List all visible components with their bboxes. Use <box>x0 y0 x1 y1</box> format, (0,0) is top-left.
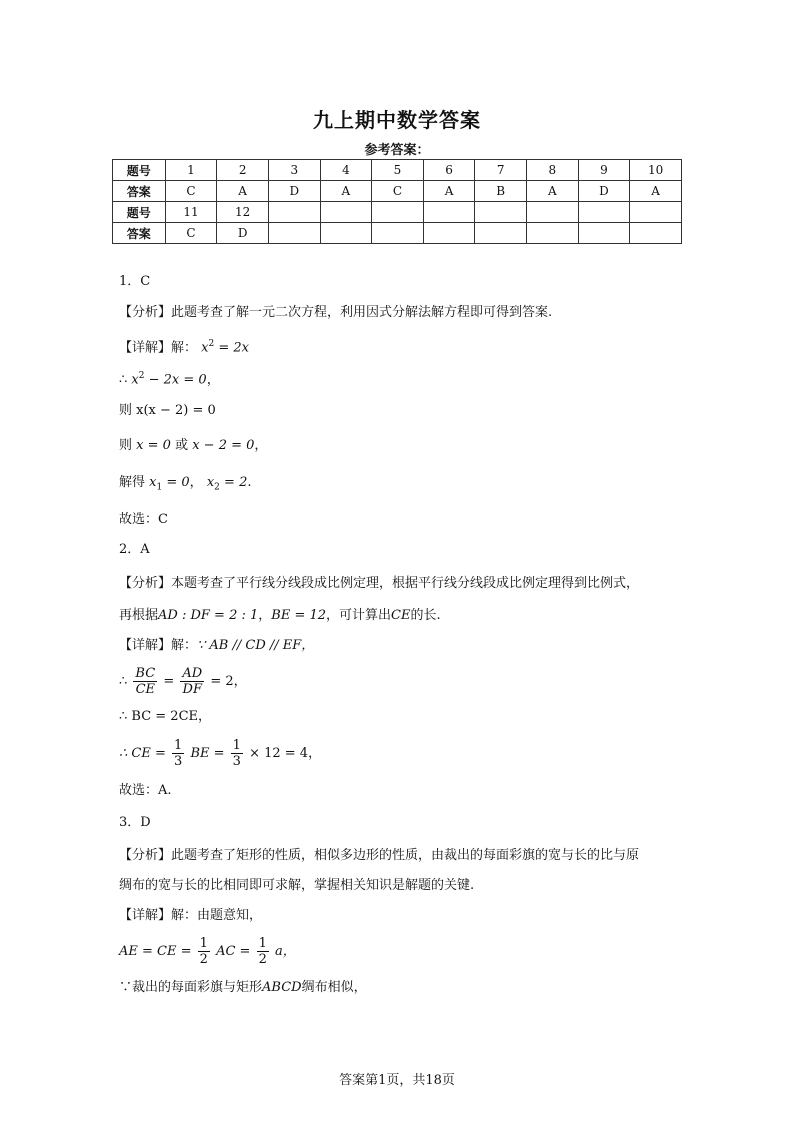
numerator: 1 <box>258 936 267 951</box>
table-cell <box>320 202 372 223</box>
table-cell: A <box>320 181 372 202</box>
math-rest: × 12 = 4， <box>249 746 322 761</box>
question-2-step-3 <box>119 738 321 769</box>
table-cell <box>423 202 475 223</box>
table-cell <box>372 223 424 244</box>
question-3-heading: 3．D <box>119 815 151 830</box>
table-cell: 7 <box>475 160 527 181</box>
table-cell: 10 <box>630 160 682 181</box>
question-1-analysis: 【分析】此题考查了解一元二次方程，利用因式分解法解方程即可得到答案. <box>119 305 553 320</box>
table-cell: 12 <box>217 202 269 223</box>
detail-label: 【详解】解： <box>119 638 198 653</box>
table-header-cell: 题号 <box>113 202 166 223</box>
table-cell: A <box>423 181 475 202</box>
question-3-step-1 <box>119 936 296 967</box>
table-cell: A <box>527 181 579 202</box>
table-cell <box>630 223 682 244</box>
or-word: 或 <box>175 438 189 453</box>
denominator: 3 <box>232 754 241 769</box>
table-cell: 4 <box>320 160 372 181</box>
math-rest: = 2， <box>210 674 247 689</box>
table-cell: 8 <box>527 160 579 181</box>
question-1-heading: 1．C <box>119 274 151 289</box>
table-cell <box>578 223 630 244</box>
math-ratio: AD : DF = 2 : 1 <box>158 608 259 623</box>
table-cell: C <box>165 181 217 202</box>
exponent: 2 <box>208 339 215 349</box>
table-header-cell: 答案 <box>113 181 166 202</box>
fraction <box>133 666 157 697</box>
math-x: x <box>131 372 139 388</box>
denominator: 3 <box>174 754 183 769</box>
math-mid: BE = <box>190 746 225 761</box>
table-cell <box>320 223 372 244</box>
question-2-detail <box>119 636 314 656</box>
text: 的长. <box>410 608 441 623</box>
exponent: 2 <box>138 371 145 381</box>
text: 再根据 <box>119 608 159 623</box>
denominator: DF <box>182 682 202 697</box>
table-row <box>113 223 682 244</box>
question-2-heading: 2．A <box>119 542 150 557</box>
question-2-step-1 <box>119 666 247 697</box>
table-cell <box>630 202 682 223</box>
page-footer: 答案第1页，共18页 <box>339 1073 455 1088</box>
question-1-step-2: 则 x(x − 2) = 0 <box>119 403 216 418</box>
table-cell: B <box>475 181 527 202</box>
equation-x: x <box>201 340 209 356</box>
table-cell: 2 <box>217 160 269 181</box>
table-cell: C <box>372 181 424 202</box>
table-cell <box>475 202 527 223</box>
math-lhs: ∴ CE = <box>119 746 166 761</box>
math-rest: a， <box>275 944 296 959</box>
table-cell: A <box>217 181 269 202</box>
punctuation: ， <box>206 372 220 388</box>
table-cell <box>527 223 579 244</box>
table-cell <box>578 202 630 223</box>
table-header-cell: 题号 <box>113 160 166 181</box>
punctuation: . <box>247 475 252 490</box>
question-3-detail: 【详解】解：由题意知， <box>119 908 263 923</box>
denominator: 2 <box>258 952 267 967</box>
math-value: = 0 <box>162 475 190 490</box>
punctuation: ， <box>189 475 203 490</box>
question-2-analysis-2 <box>119 606 441 626</box>
question-2-analysis-1: 【分析】本题考查了平行线分线段成比例定理，根据平行线分线段成比例定理得到比例式， <box>119 576 640 591</box>
table-cell: 9 <box>578 160 630 181</box>
subscript: 1 <box>156 482 163 493</box>
math-value: = 2 <box>219 475 248 490</box>
table-row <box>113 202 682 223</box>
detail-label: 【详解】解： <box>119 340 198 356</box>
table-cell: 6 <box>423 160 475 181</box>
step-prefix: 解得 <box>119 475 146 490</box>
question-1-choice: 故选：C <box>119 512 168 527</box>
table-cell <box>268 202 320 223</box>
table-header-cell: 答案 <box>113 223 166 244</box>
subscript: 2 <box>214 482 220 493</box>
table-cell <box>423 223 475 244</box>
math-segment: CE <box>391 608 411 623</box>
page-title: 九上期中数学答案 <box>313 108 481 132</box>
table-cell: D <box>268 181 320 202</box>
table-cell: 5 <box>372 160 424 181</box>
numerator: AD <box>182 666 203 681</box>
question-3-analysis-1: 【分析】此题考查了矩形的性质，相似多边形的性质，由裁出的每面彩旗的宽与长的比与原 <box>119 848 640 863</box>
question-1-step-4 <box>119 473 251 498</box>
fraction <box>180 666 204 697</box>
fraction <box>172 738 184 769</box>
table-cell <box>372 202 424 223</box>
table-cell: D <box>578 181 630 202</box>
math-x: x <box>149 475 157 490</box>
math-rest: − 2x = 0 <box>144 372 207 388</box>
table-cell: C <box>165 223 217 244</box>
numerator: 1 <box>199 936 208 951</box>
table-row <box>113 181 682 202</box>
table-cell: 3 <box>268 160 320 181</box>
math-statement: ∵ AB // CD // EF， <box>197 638 315 653</box>
therefore-symbol: ∴ <box>119 674 128 689</box>
question-2-choice: 故选：A. <box>119 783 172 798</box>
text: 绸布相似， <box>301 980 367 995</box>
question-2-step-2: ∴ BC = 2CE， <box>119 709 212 724</box>
question-1-step-3 <box>119 436 267 456</box>
numerator: 1 <box>174 738 183 753</box>
table-cell: D <box>217 223 269 244</box>
table-cell: 11 <box>165 202 217 223</box>
math-lhs: AE = CE = <box>119 944 192 959</box>
question-1-detail <box>119 334 249 358</box>
table-cell <box>475 223 527 244</box>
denominator: CE <box>135 682 156 697</box>
math-value: BE = 12 <box>271 608 327 623</box>
table-cell: 1 <box>165 160 217 181</box>
step-prefix: 则 <box>119 438 133 453</box>
equals-sign: = <box>163 674 175 689</box>
equation-rhs: = 2x <box>214 340 249 356</box>
fraction <box>198 936 210 967</box>
punctuation: ， <box>254 438 268 453</box>
math-mid: AC = <box>216 944 251 959</box>
math-x: x <box>206 475 215 490</box>
question-3-step-2 <box>119 978 367 998</box>
table-cell: A <box>630 181 682 202</box>
math-expression: x = 0 <box>136 438 171 453</box>
punctuation: ， <box>258 608 272 623</box>
question-3-analysis-2: 绸布的宽与长的比相同即可求解，掌握相关知识是解题的关键. <box>119 878 475 893</box>
numerator: 1 <box>232 738 241 753</box>
table-cell <box>268 223 320 244</box>
question-1-step-1 <box>119 366 220 390</box>
fraction <box>257 936 269 967</box>
table-cell <box>527 202 579 223</box>
denominator: 2 <box>199 952 208 967</box>
table-row <box>113 160 682 181</box>
numerator: BC <box>135 666 156 681</box>
therefore-symbol: ∴ <box>119 372 128 388</box>
section-subtitle: 参考答案： <box>364 143 430 158</box>
math-expression: x − 2 = 0 <box>192 438 255 453</box>
math-shape: ABCD <box>262 980 302 995</box>
text: ∵裁出的每面彩旗与矩形 <box>119 980 263 995</box>
text: ，可计算出 <box>326 608 392 623</box>
fraction <box>231 738 243 769</box>
answer-table <box>112 159 682 244</box>
